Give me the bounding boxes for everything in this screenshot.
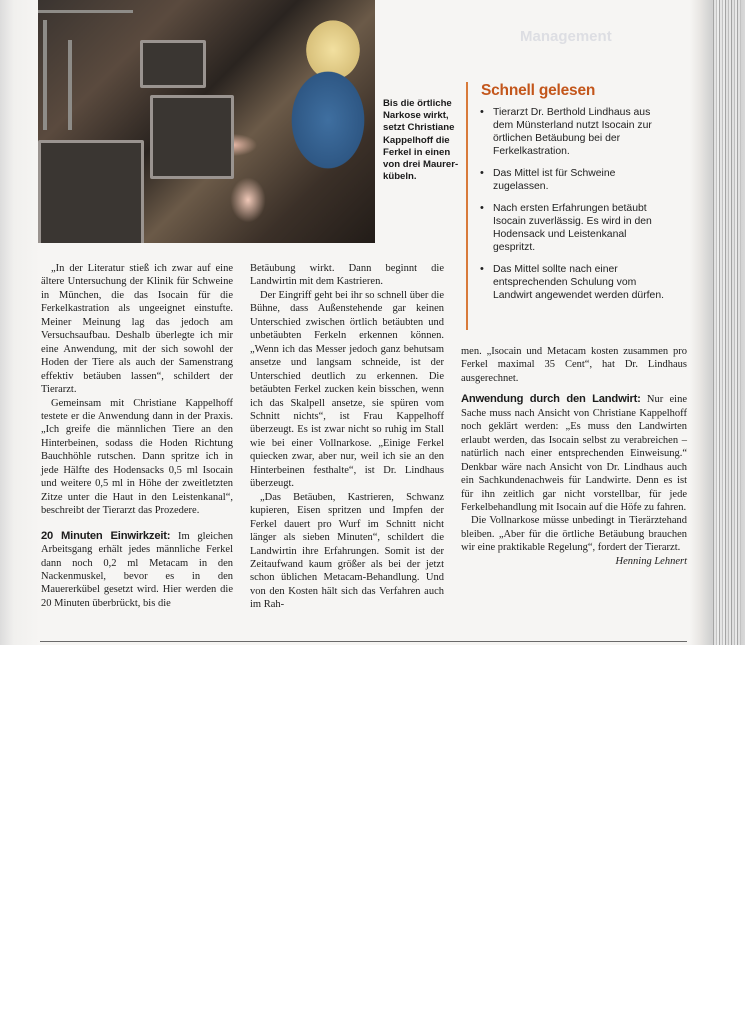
subheading: 20 Minuten Einwirkzeit: [41,529,171,542]
photo-caption: Bis die örtliche Narkose wirkt, setzt Christiane Kappelhoff die Ferkel in einen von drei Maurer-kübeln. [383,98,459,183]
article-column-1 [41,262,233,610]
paragraph: „Das Betäuben, Kastrieren, Schwanz kupieren, Eisen spritzen und Impfen der Ferkel dauert pro Wurf im Schnitt nicht länger als sieben Minuten“, schildert die Landwirtin ihre Erfahrungen. Somit ist der Zeitaufwand kaum größer als bei der jetzt schon üblichen Metacam-Behandlung. Und von den Kosten hält sich das Verfahren auch im Rah- [250,491,444,611]
summary-item: • Das Mittel ist für Schweine zugelassen. [478,167,668,193]
paragraph: Anwendung durch den Landwirt: Nur eine Sache muss nach Ansicht von Christiane Kappelhoff noch geklärt werden: „Es muss den Landwirten erlaubt werden, das Isocain selbst zu verabreichen – natürlich nach einer entsprechenden Einweisung.“ Denkbar wäre nach Ansicht von Dr. Lindhaus auch ein Sachkundenachweis für Landwirte. Denn es ist für ihn zeitlich gar nicht vorstellbar, für jede Ferkelbehandlung mit Isocain auf die Höfe zu fahren. [461,393,687,513]
paragraph: 20 Minuten Einwirkzeit: Im gleichen Arbeitsgang erhält jedes männliche Ferkel dann noch 0,2 ml Metacam in den Nackenmuskel, bevor es in den Mauererkübel gesetzt wird. Hier werden die 20 Minuten überbrückt, bis die [41,529,233,609]
paragraph: Der Eingriff geht bei ihr so schnell über die Bühne, dass Außenstehende gar keinen Unterschied zwischen örtlich betäubten und unbetäubten Ferkeln erkennen können. „Wenn ich das Messer jedoch ganz behutsam ansetze und langsam schneide, ist der Unterschied deutlich zu erkennen. Die betäubten Ferkel zucken kein bisschen, wenn ich das Skalpell ansetze, sie spüren vom Schnitt nichts“, ist Frau Kappelhoff überzeugt. Es ist zwar nicht so ruhig im Stall wie bei einer Vollnarkose. „Einige Ferkel quiecken zwar, aber nur, weil ich sie an den Hinterbeinen festhalte“, ist Dr. Lindhaus überzeugt. [250,289,444,490]
summary-item: • Tierarzt Dr. Berthold Lindhaus aus dem Münsterland nutzt Isocain zur örtlichen Betäubung bei der Ferkelkastration. [478,106,668,158]
page-edge-stack [713,0,741,645]
summary-item: • Nach ersten Erfahrungen betäubt Isocain zuverlässig. Es wird in den Hodensack und Leistenkanal gespritzt. [478,202,668,254]
summary-box [466,82,668,330]
ghost-section-header: Management [520,28,612,45]
article-column-3 [461,345,687,568]
paragraph: Betäubung wirkt. Dann beginnt die Landwirtin mit dem Kastrieren. [250,263,444,288]
subheading: Anwendung durch den Landwirt: [461,393,641,406]
summary-title: Schnell gelesen [481,82,596,99]
article-column-2 [250,262,444,612]
author-byline: Henning Lehnert [615,555,687,567]
summary-item: • Das Mittel sollte nach einer entsprechenden Schulung vom Landwirt angewendet werden dürfen. [478,263,668,302]
paragraph: Gemeinsam mit Christiane Kappelhoff testete er die Anwendung dann in der Praxis. „Ich greife die männlichen Tiere an den Hinterbeinen, sodass die Hoden Richtung Bauchhöhle rutschen. Dann spritze ich in jede Hälfte des Hodensacks 0,5 ml Isocain und weitere 0,5 ml in Höhe der zweitletzten Zitze unter die Haut in den Leistenkanal“, beschreibt der Tierarzt das Prozedere. [41,397,233,517]
paragraph: „In der Literatur stieß ich zwar auf eine ältere Untersuchung der Klinik für Schweine in München, die das Isocain für die Ferkelkastration als ungeeignet einstufte. Meiner Meinung lag das jedoch am Versuchsaufbau. Deshalb überlegte ich mir eine Anwendung, mit der sich sowohl der Hoden der Tiere als auch der Samenstrang effektiv betäuben lassen“, schildert der Tierarzt. [41,263,233,396]
bottom-rule [40,641,687,642]
paragraph: men. „Isocain und Metacam kosten zusammen pro Ferkel maximal 35 Cent“, hat Dr. Lindhaus ausgerechnet. [461,346,687,384]
paragraph: Die Vollnarkose müsse unbedingt in Tierärztehand bleiben. „Aber für die örtliche Betäubung brauchen wir eine praktikable Regelung“, fordert der Tierarzt. Henning Lehnert [461,515,687,567]
article-photo [38,0,375,243]
summary-list [478,106,668,311]
